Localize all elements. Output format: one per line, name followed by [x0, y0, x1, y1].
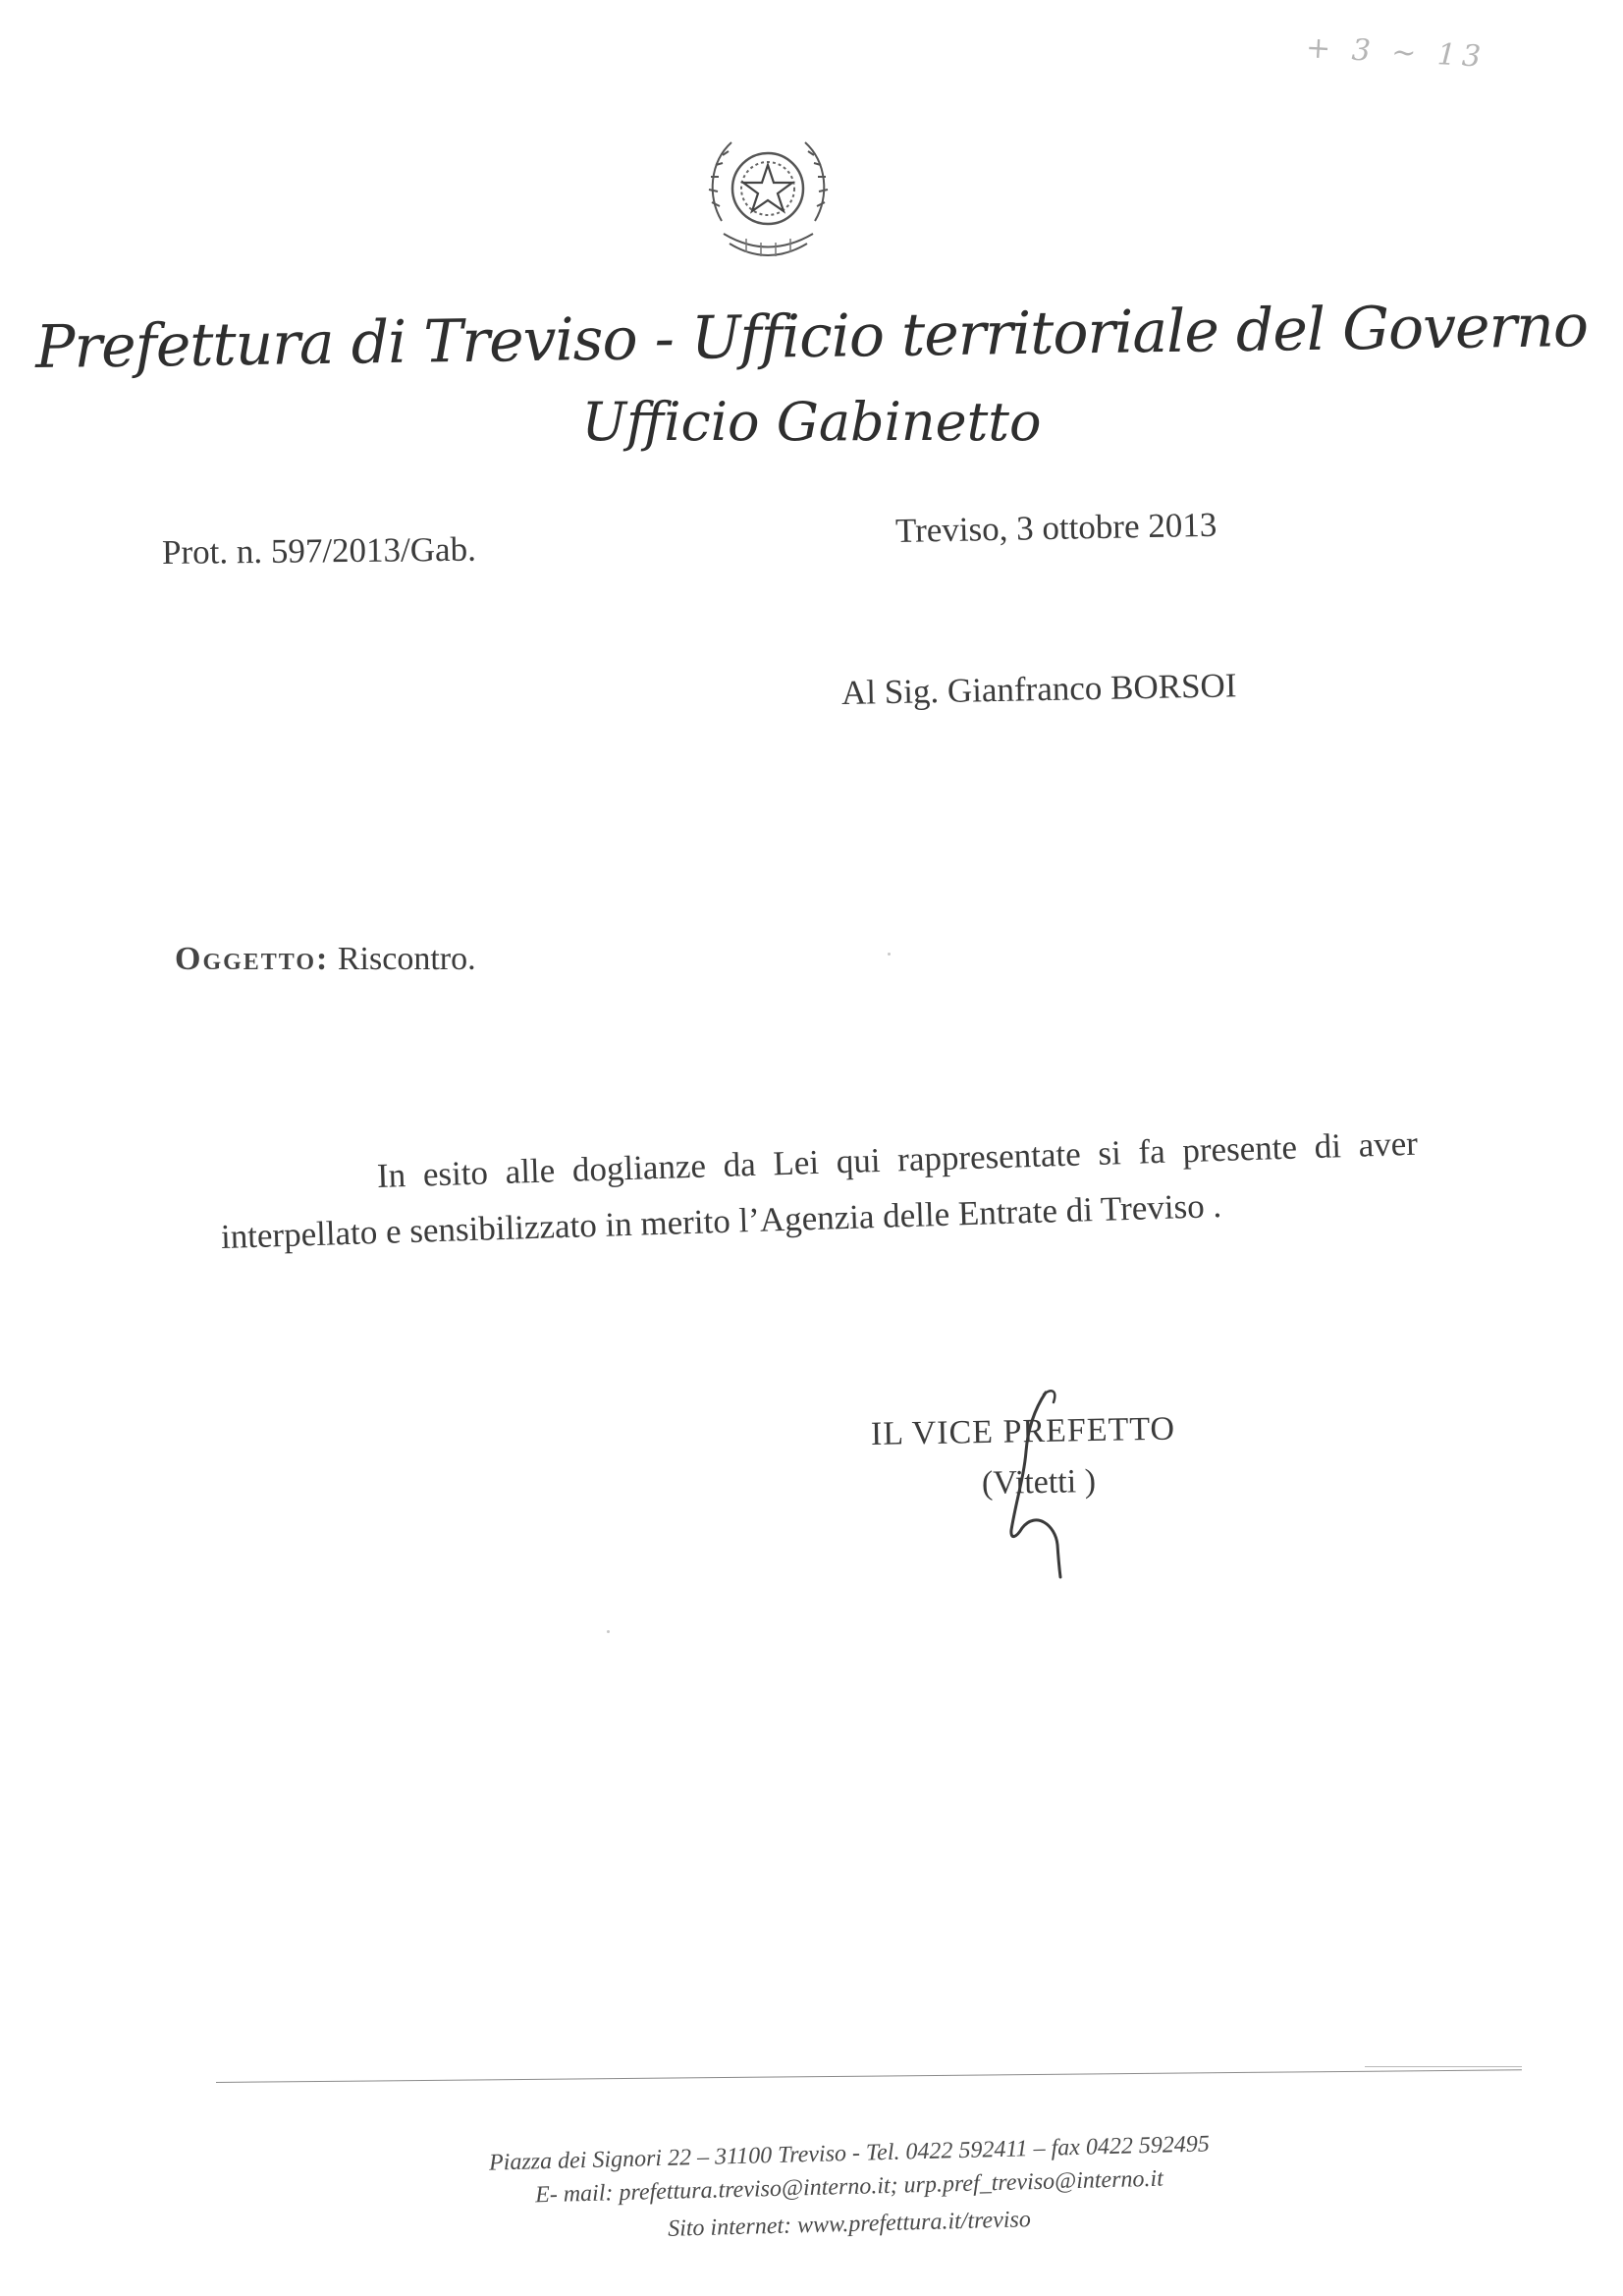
letterhead-line-2: Ufficio Gabinetto — [581, 391, 1042, 453]
letter-date: Treviso, 3 ottobre 2013 — [894, 505, 1217, 550]
body-line-1: In esito alle doglianze da Lei qui rappresentate si fa presente di aver — [376, 1123, 1419, 1195]
footer-website: Sito internet: www.prefettura.it/treviso — [667, 2207, 1032, 2242]
handwritten-signature — [987, 1383, 1095, 1579]
scan-speck — [888, 953, 891, 956]
italian-republic-emblem-icon — [702, 128, 835, 265]
scan-speck — [607, 1630, 610, 1633]
footer-divider — [216, 2069, 1522, 2083]
footer-email: E- mail: prefettura.treviso@interno.it; urp.pref_treviso@interno.it — [534, 2165, 1164, 2209]
signer-title: IL VICE PREFETTO — [870, 1410, 1176, 1452]
footer-divider-short — [1365, 2066, 1522, 2067]
subject-line — [175, 941, 476, 978]
recipient: Al Sig. Gianfranco BORSOI — [840, 666, 1237, 712]
handwritten-note: + 3 ~ 13 — [1305, 30, 1488, 75]
protocol-number: Prot. n. 597/2013/Gab. — [161, 529, 477, 572]
letterhead-line-1: Prefettura di Treviso - Ufficio territoriale del Governo — [34, 291, 1589, 383]
footer-address: Piazza dei Signori 22 – 31100 Treviso - Tel. 0422 592411 – fax 0422 592495 — [488, 2131, 1211, 2176]
subject-text: Riscontro. — [337, 941, 476, 977]
subject-label: Oggetto: — [175, 941, 330, 977]
signer-name: (Vitetti ) — [981, 1462, 1097, 1502]
body-line-2: interpellato e sensibilizzato in merito l’Agenzia delle Entrate di Treviso . — [220, 1185, 1222, 1256]
